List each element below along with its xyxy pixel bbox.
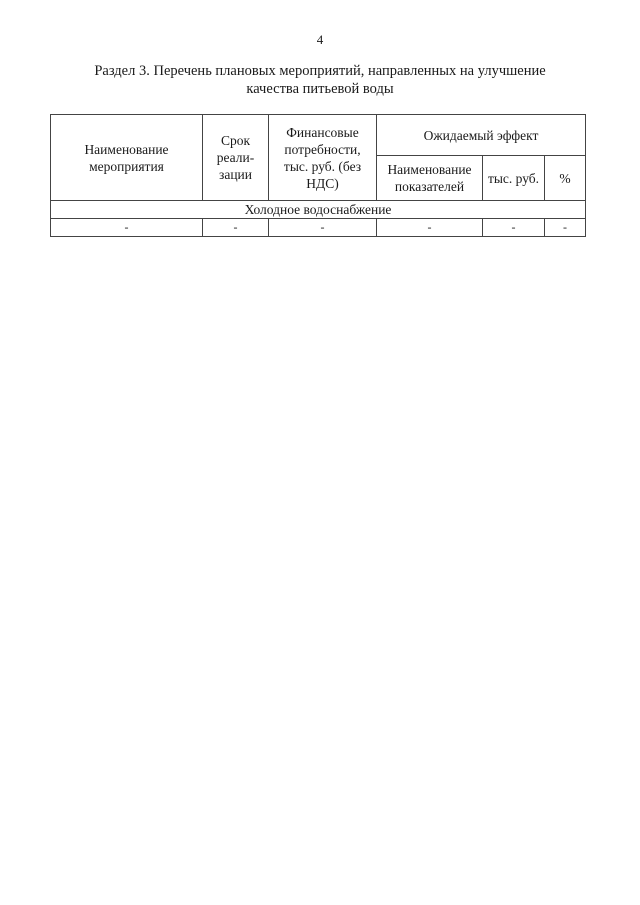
group-row-label: Холодное водоснабжение bbox=[51, 201, 586, 219]
table-cell: - bbox=[377, 219, 483, 237]
table-cell: - bbox=[51, 219, 203, 237]
table-cell: - bbox=[269, 219, 377, 237]
header-percent: % bbox=[545, 156, 586, 201]
table-row bbox=[51, 219, 586, 237]
section-title-line-2: качества питьевой воды bbox=[246, 81, 394, 97]
header-effect: Ожидаемый эффект bbox=[377, 115, 586, 156]
header-indicator-name: Наименование показателей bbox=[377, 156, 483, 201]
header-thousand-rub: тыс. руб. bbox=[483, 156, 545, 201]
table-cell: - bbox=[483, 219, 545, 237]
table-cell: - bbox=[203, 219, 269, 237]
measures-table bbox=[50, 114, 586, 237]
header-term: Срок реали- зации bbox=[203, 115, 269, 201]
page-number: 4 bbox=[316, 32, 324, 47]
header-name: Наименование мероприятия bbox=[51, 115, 203, 201]
header-finance: Финансовые потребности, тыс. руб. (без НДС) bbox=[269, 115, 377, 201]
table-cell: - bbox=[545, 219, 586, 237]
section-title bbox=[60, 62, 580, 98]
section-title-line-1: Раздел 3. Перечень плановых мероприятий, направленных на улучшение bbox=[94, 63, 546, 79]
